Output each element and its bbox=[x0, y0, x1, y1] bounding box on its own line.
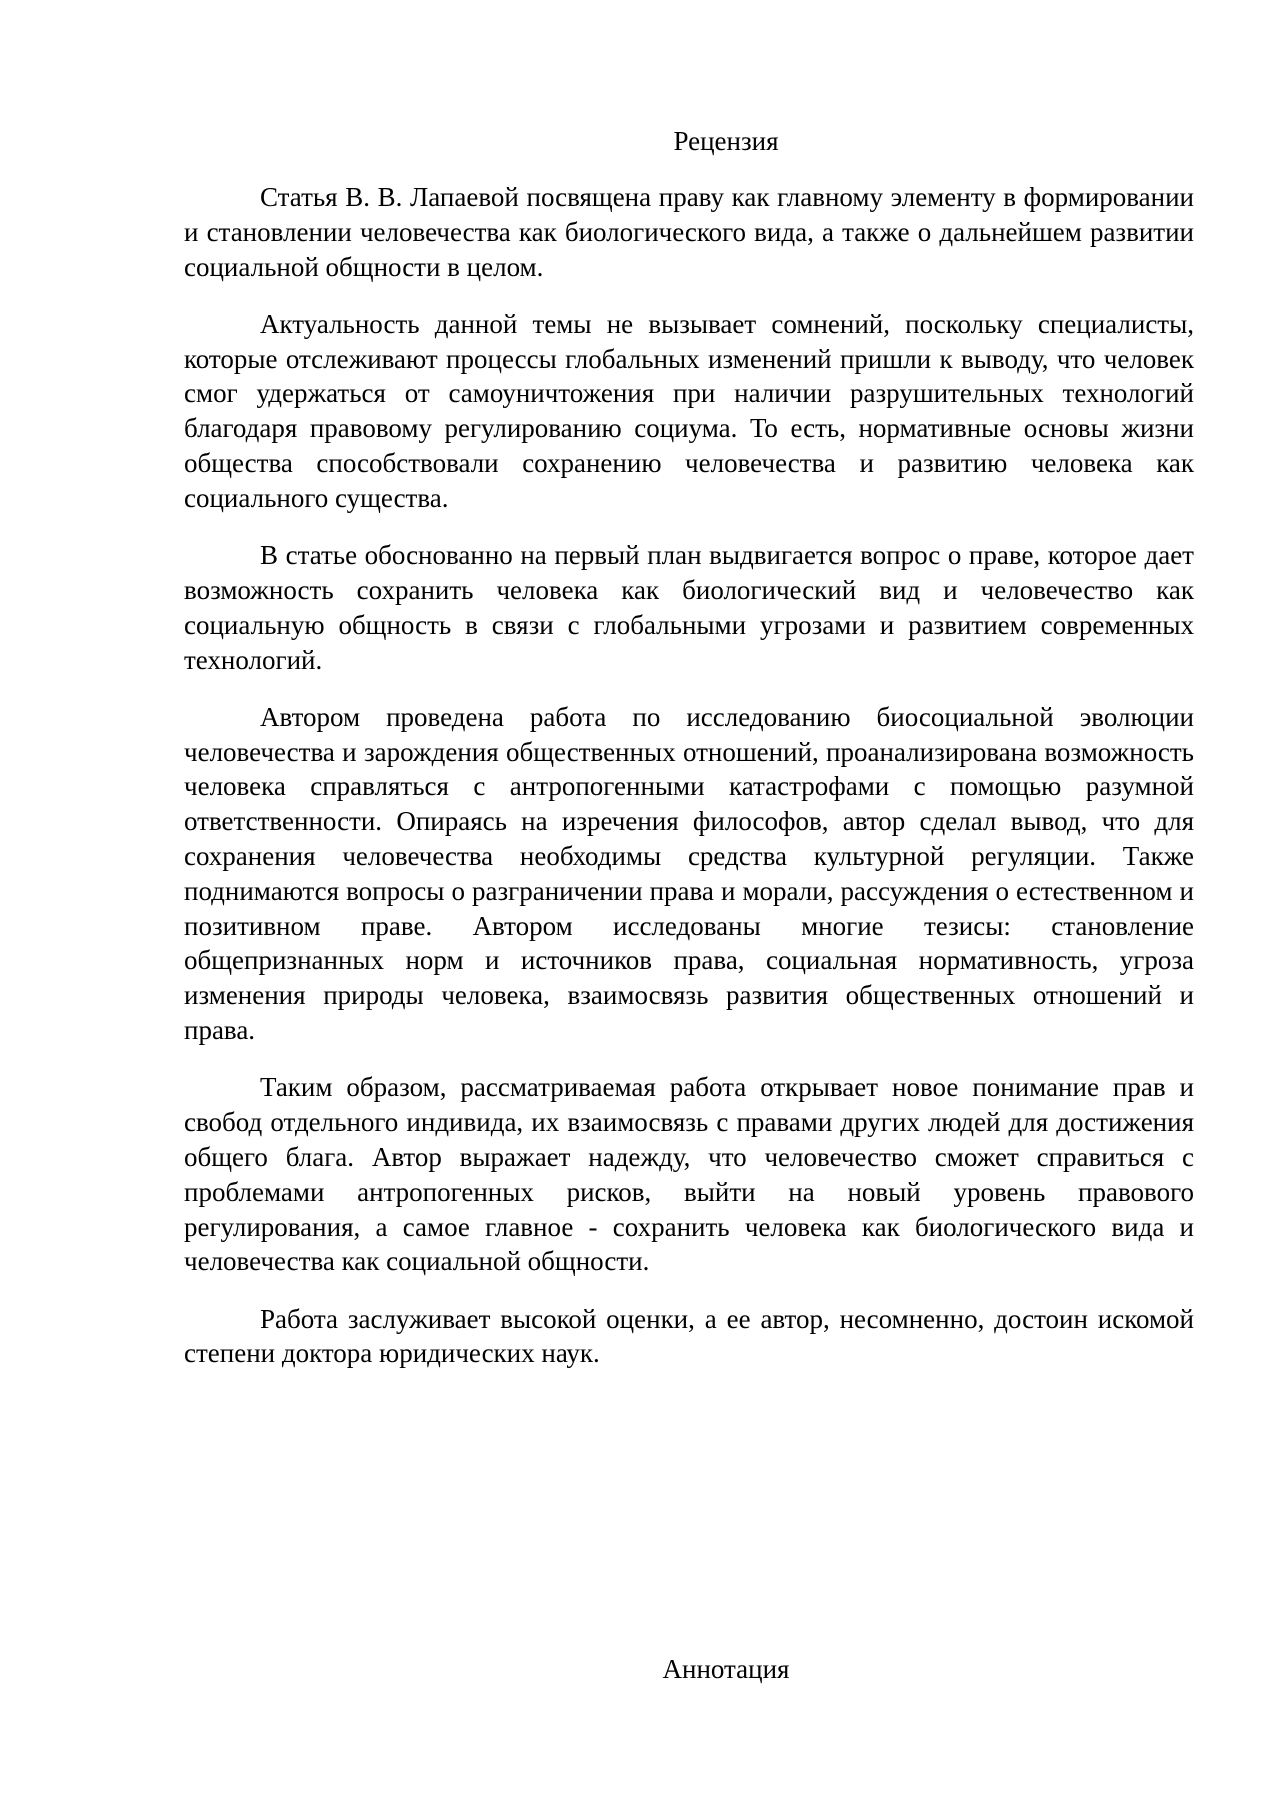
review-paragraph-1: Статья В. В. Лапаевой посвящена праву как главному элементу в формировании и становлении человечества как биологического вида, а также о дальнейшем развитии социальной общности в целом. bbox=[184, 182, 1194, 282]
review-paragraph-4: Автором проведена работа по исследованию биосоциальной эволюции человечества и зарождения общественных отношений, проанализирована возможность человека справляться с антропогенными катастрофами с помощью разумной ответственности. Опираясь на изречения философов, автор сделал вывод, что для сохранения человечества необходимы средства культурной регуляции. Также поднимаются вопросы о разграничении права и морали, рассуждения о естественном и позитивном праве. Автором исследованы многие тезисы: становление общепризнанных норм и источников права, социальная нормативность, угроза изменения природы человека, взаимосвязь развития общественных отношений и права. bbox=[184, 701, 1194, 1046]
review-paragraph-2: Актуальность данной темы не вызывает сомнений, поскольку специалисты, которые отслеживают процессы глобальных изменений пришли к выводу, что человек смог удержаться от самоуничтожения при наличии разрушительных технологий благодаря правовому регулированию социума. То есть, нормативные основы жизни общества способствовали сохранению человечества и развитию человека как социального существа. bbox=[184, 308, 1194, 513]
review-body bbox=[184, 180, 1194, 1394]
review-paragraph-6: Работа заслуживает высокой оценки, а ее автор, несомненно, достоин искомой степени доктора юридических наук. bbox=[184, 1303, 1194, 1369]
review-paragraph-5: Таким образом, рассматриваемая работа открывает новое понимание прав и свобод отдельного индивида, их взаимосвязь с правами других людей для достижения общего блага. Автор выражает надежду, что человечество сможет справиться с проблемами антропогенных рисков, выйти на новый уровень правового регулирования, а самое главное - сохранить человека как биологического вида и человечества как социальной общности. bbox=[184, 1072, 1194, 1277]
review-paragraph-3: В статье обоснованно на первый план выдвигается вопрос о праве, которое дает возможность сохранить человека как биологический вид и человечество как социальную общность в связи с глобальными угрозами и развитием современных технологий. bbox=[184, 540, 1194, 675]
annotation-title: Аннотация bbox=[662, 1654, 790, 1684]
review-title: Рецензия bbox=[673, 126, 779, 156]
